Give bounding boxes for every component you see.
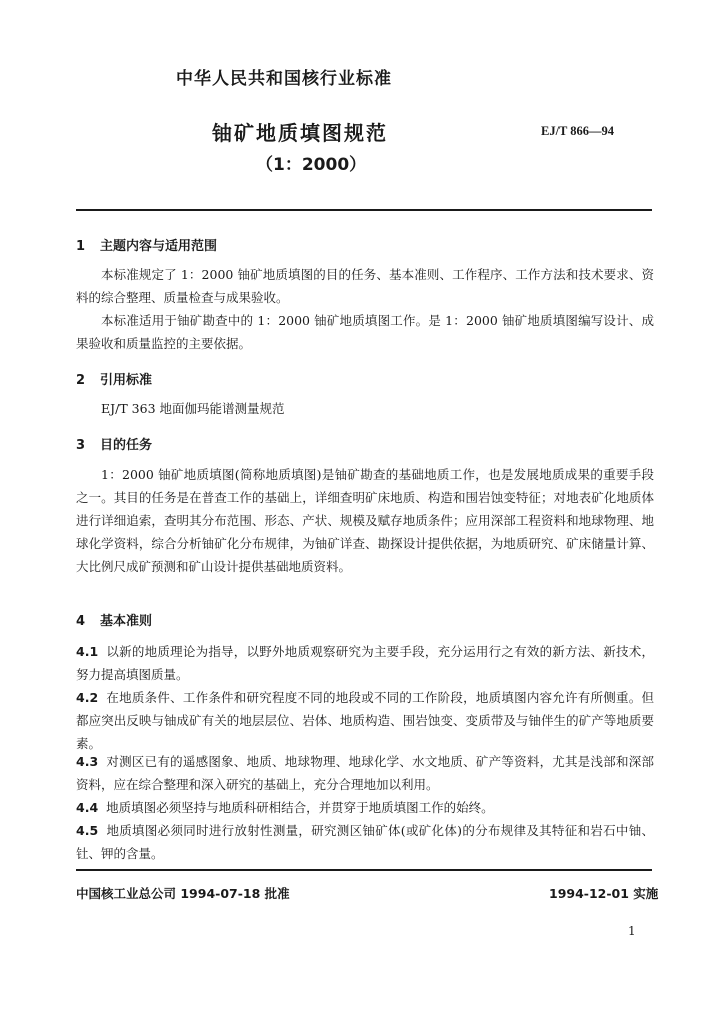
section-1-heading [76, 235, 217, 254]
section-number: 2 [76, 373, 86, 388]
section-4-heading [76, 610, 152, 629]
document-title: 铀矿地质填图规范 [212, 121, 388, 145]
clause-text: 在地质条件、工作条件和研究程度不同的地段或不同的工作阶段，地质填图内容允许有所侧重。但都应突出反映与铀成矿有关的地层层位、岩体、地质构造、围岩蚀变、变质带及与铀伴生的矿产等地质要素。 [76, 690, 654, 752]
section-title: 引用标准 [100, 373, 153, 388]
clause-4-4 [76, 796, 654, 819]
clause-text: 以新的地质理论为指导，以野外地质观察研究为主要手段，充分运用行之有效的新方法、新技术，努力提高填图质量。 [76, 644, 654, 683]
section-title: 目的任务 [100, 438, 153, 453]
document-scale: （1：2000） [256, 155, 367, 175]
section-2-heading [76, 369, 152, 388]
section-number: 4 [76, 614, 86, 629]
section-title: 基本准则 [100, 614, 153, 629]
bottom-rule [76, 869, 652, 871]
industry-standard-header: 中华人民共和国核行业标准 [176, 69, 392, 89]
clause-4-1 [76, 640, 654, 686]
clause-4-5 [76, 819, 654, 865]
page-number: 1 [628, 924, 636, 938]
section-title: 主题内容与适用范围 [100, 239, 218, 254]
clause-4-2 [76, 686, 654, 756]
clause-text: 对测区已有的遥感图象、地质、地球物理、地球化学、水文地质、矿产等资料，尤其是浅部和深部资料，应在综合整理和深入研究的基础上，充分合理地加以利用。 [76, 754, 654, 793]
document-number: EJ/T 866—94 [541, 124, 615, 138]
section-3-paragraph-1: 1：2000 铀矿地质填图(简称地质填图)是铀矿勘查的基础地质工作，也是发展地质成果的重要手段之一。其目的任务是在普查工作的基础上，详细查明矿床地质、构造和围岩蚀变特征；对地表矿化地质体进行详细追索，查明其分布范围、形态、产状、规模及赋存地质条件；应用深部工程资料和地球物理、地球化学资料，综合分析铀矿化分布规律，为铀矿详查、勘探设计提供依据，为地质研究、矿床储量计算、大比例尺成矿预测和矿山设计提供基础地质资料。 [76, 467, 654, 574]
section-number: 3 [76, 438, 86, 453]
approval-statement: 中国核工业总公司 1994-07-18 批准 [76, 886, 290, 901]
section-1-paragraph-2: 本标准适用于铀矿勘查中的 1：2000 铀矿地质填图工作。是 1：2000 铀矿地质填图编写设计、成果验收和质量监控的主要依据。 [76, 313, 654, 351]
section-2-paragraph-1: EJ/T 363 地面伽玛能谱测量规范 [101, 401, 285, 416]
clause-number: 4.4 [76, 800, 99, 815]
clause-4-3 [76, 750, 654, 796]
section-number: 1 [76, 239, 86, 254]
implementation-date: 1994-12-01 实施 [549, 886, 659, 901]
clause-number: 4.5 [76, 823, 99, 838]
clause-number: 4.2 [76, 690, 99, 705]
clause-text: 地质填图必须同时进行放射性测量，研究测区铀矿体(或矿化体)的分布规律及其特征和岩石中铀、钍、钾的含量。 [76, 823, 654, 862]
top-rule [76, 209, 652, 211]
clause-number: 4.1 [76, 644, 99, 659]
section-1-paragraph-1: 本标准规定了 1：2000 铀矿地质填图的目的任务、基本准则、工作程序、工作方法和技术要求、资料的综合整理、质量检查与成果验收。 [76, 267, 654, 305]
clause-text: 地质填图必须坚持与地质科研相结合，并贯穿于地质填图工作的始终。 [106, 800, 494, 815]
clause-number: 4.3 [76, 754, 99, 769]
section-3-heading [76, 434, 152, 453]
